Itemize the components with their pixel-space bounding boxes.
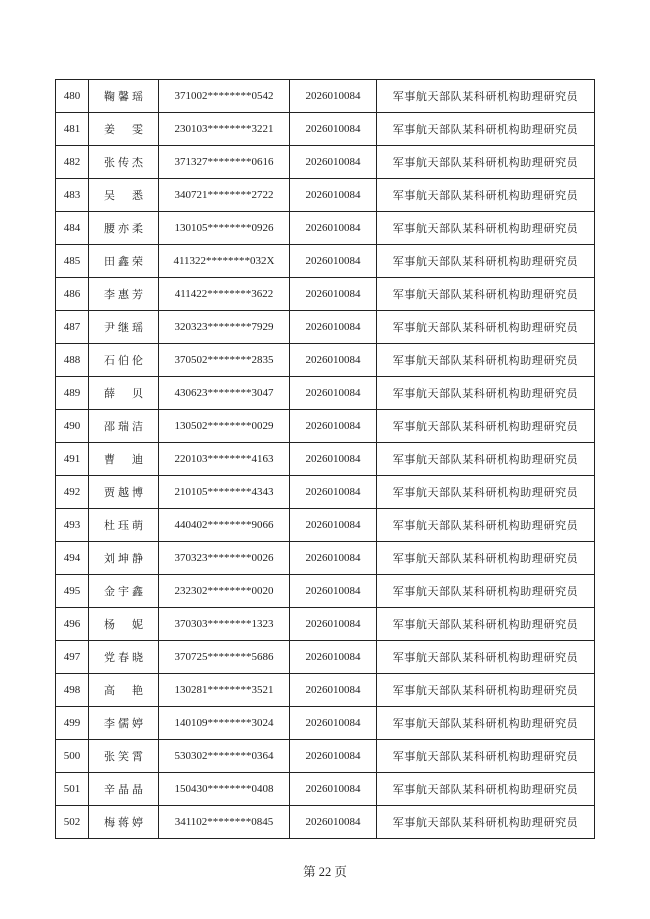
name-cell: 石伯伦 xyxy=(89,344,159,377)
position-code-cell: 2026010084 xyxy=(290,344,377,377)
position-name-cell: 军事航天部队某科研机构助理研究员 xyxy=(377,476,595,509)
row-number-cell: 484 xyxy=(56,212,89,245)
position-code-cell: 2026010084 xyxy=(290,377,377,410)
name-cell: 鞠馨瑶 xyxy=(89,80,159,113)
table-row xyxy=(56,575,595,608)
row-number-cell: 501 xyxy=(56,773,89,806)
candidate-table-body xyxy=(56,80,595,839)
id-number-cell: 230103********3221 xyxy=(159,113,290,146)
row-number-cell: 489 xyxy=(56,377,89,410)
table-row xyxy=(56,707,595,740)
name-cell: 刘坤静 xyxy=(89,542,159,575)
name-cell: 杜珏萌 xyxy=(89,509,159,542)
position-name-cell: 军事航天部队某科研机构助理研究员 xyxy=(377,575,595,608)
position-code-cell: 2026010084 xyxy=(290,410,377,443)
id-number-cell: 370303********1323 xyxy=(159,608,290,641)
id-number-cell: 130281********3521 xyxy=(159,674,290,707)
name-cell: 姜 雯 xyxy=(89,113,159,146)
row-number-cell: 500 xyxy=(56,740,89,773)
position-name-cell: 军事航天部队某科研机构助理研究员 xyxy=(377,311,595,344)
position-name-cell: 军事航天部队某科研机构助理研究员 xyxy=(377,80,595,113)
name-cell: 薛 贝 xyxy=(89,377,159,410)
position-name-cell: 军事航天部队某科研机构助理研究员 xyxy=(377,707,595,740)
position-name-cell: 军事航天部队某科研机构助理研究员 xyxy=(377,674,595,707)
position-name-cell: 军事航天部队某科研机构助理研究员 xyxy=(377,410,595,443)
name-cell: 腰亦柔 xyxy=(89,212,159,245)
position-code-cell: 2026010084 xyxy=(290,245,377,278)
table-row xyxy=(56,641,595,674)
position-code-cell: 2026010084 xyxy=(290,113,377,146)
table-row xyxy=(56,344,595,377)
row-number-cell: 480 xyxy=(56,80,89,113)
position-code-cell: 2026010084 xyxy=(290,80,377,113)
position-name-cell: 军事航天部队某科研机构助理研究员 xyxy=(377,113,595,146)
row-number-cell: 499 xyxy=(56,707,89,740)
position-code-cell: 2026010084 xyxy=(290,641,377,674)
position-name-cell: 军事航天部队某科研机构助理研究员 xyxy=(377,509,595,542)
position-code-cell: 2026010084 xyxy=(290,443,377,476)
row-number-cell: 482 xyxy=(56,146,89,179)
id-number-cell: 340721********2722 xyxy=(159,179,290,212)
table-row xyxy=(56,278,595,311)
position-code-cell: 2026010084 xyxy=(290,146,377,179)
position-code-cell: 2026010084 xyxy=(290,707,377,740)
row-number-cell: 491 xyxy=(56,443,89,476)
id-number-cell: 140109********3024 xyxy=(159,707,290,740)
table-row xyxy=(56,410,595,443)
id-number-cell: 150430********0408 xyxy=(159,773,290,806)
position-name-cell: 军事航天部队某科研机构助理研究员 xyxy=(377,443,595,476)
id-number-cell: 370502********2835 xyxy=(159,344,290,377)
position-name-cell: 军事航天部队某科研机构助理研究员 xyxy=(377,542,595,575)
name-cell: 李惠芳 xyxy=(89,278,159,311)
row-number-cell: 487 xyxy=(56,311,89,344)
id-number-cell: 232302********0020 xyxy=(159,575,290,608)
name-cell: 贾越博 xyxy=(89,476,159,509)
position-code-cell: 2026010084 xyxy=(290,509,377,542)
row-number-cell: 495 xyxy=(56,575,89,608)
table-row xyxy=(56,179,595,212)
id-number-cell: 371002********0542 xyxy=(159,80,290,113)
row-number-cell: 485 xyxy=(56,245,89,278)
id-number-cell: 430623********3047 xyxy=(159,377,290,410)
table-row xyxy=(56,740,595,773)
position-name-cell: 军事航天部队某科研机构助理研究员 xyxy=(377,773,595,806)
position-code-cell: 2026010084 xyxy=(290,740,377,773)
position-code-cell: 2026010084 xyxy=(290,278,377,311)
table-row xyxy=(56,212,595,245)
id-number-cell: 371327********0616 xyxy=(159,146,290,179)
candidate-table xyxy=(55,79,595,839)
name-cell: 张笑霄 xyxy=(89,740,159,773)
name-cell: 吴 悉 xyxy=(89,179,159,212)
name-cell: 金宇鑫 xyxy=(89,575,159,608)
position-code-cell: 2026010084 xyxy=(290,542,377,575)
id-number-cell: 370323********0026 xyxy=(159,542,290,575)
position-name-cell: 军事航天部队某科研机构助理研究员 xyxy=(377,344,595,377)
position-code-cell: 2026010084 xyxy=(290,212,377,245)
table-row xyxy=(56,443,595,476)
position-name-cell: 军事航天部队某科研机构助理研究员 xyxy=(377,245,595,278)
table-row xyxy=(56,509,595,542)
row-number-cell: 481 xyxy=(56,113,89,146)
id-number-cell: 530302********0364 xyxy=(159,740,290,773)
position-code-cell: 2026010084 xyxy=(290,476,377,509)
row-number-cell: 497 xyxy=(56,641,89,674)
row-number-cell: 486 xyxy=(56,278,89,311)
row-number-cell: 492 xyxy=(56,476,89,509)
position-name-cell: 军事航天部队某科研机构助理研究员 xyxy=(377,146,595,179)
id-number-cell: 370725********5686 xyxy=(159,641,290,674)
name-cell: 梅蒋婷 xyxy=(89,806,159,839)
position-name-cell: 军事航天部队某科研机构助理研究员 xyxy=(377,377,595,410)
position-code-cell: 2026010084 xyxy=(290,179,377,212)
position-name-cell: 军事航天部队某科研机构助理研究员 xyxy=(377,608,595,641)
row-number-cell: 493 xyxy=(56,509,89,542)
row-number-cell: 502 xyxy=(56,806,89,839)
position-name-cell: 军事航天部队某科研机构助理研究员 xyxy=(377,740,595,773)
id-number-cell: 411322********032X xyxy=(159,245,290,278)
table-row xyxy=(56,311,595,344)
id-number-cell: 220103********4163 xyxy=(159,443,290,476)
id-number-cell: 130502********0029 xyxy=(159,410,290,443)
name-cell: 尹继瑶 xyxy=(89,311,159,344)
position-name-cell: 军事航天部队某科研机构助理研究员 xyxy=(377,641,595,674)
table-row xyxy=(56,608,595,641)
row-number-cell: 488 xyxy=(56,344,89,377)
id-number-cell: 320323********7929 xyxy=(159,311,290,344)
row-number-cell: 483 xyxy=(56,179,89,212)
id-number-cell: 440402********9066 xyxy=(159,509,290,542)
name-cell: 李儒婷 xyxy=(89,707,159,740)
name-cell: 邵瑞洁 xyxy=(89,410,159,443)
position-name-cell: 军事航天部队某科研机构助理研究员 xyxy=(377,806,595,839)
position-name-cell: 军事航天部队某科研机构助理研究员 xyxy=(377,179,595,212)
table-row xyxy=(56,377,595,410)
page-number: 第 22 页 xyxy=(303,865,347,879)
row-number-cell: 496 xyxy=(56,608,89,641)
position-code-cell: 2026010084 xyxy=(290,674,377,707)
table-row xyxy=(56,113,595,146)
table-row xyxy=(56,773,595,806)
id-number-cell: 130105********0926 xyxy=(159,212,290,245)
row-number-cell: 494 xyxy=(56,542,89,575)
position-name-cell: 军事航天部队某科研机构助理研究员 xyxy=(377,278,595,311)
name-cell: 辛晶晶 xyxy=(89,773,159,806)
position-code-cell: 2026010084 xyxy=(290,311,377,344)
row-number-cell: 490 xyxy=(56,410,89,443)
position-code-cell: 2026010084 xyxy=(290,806,377,839)
name-cell: 张传杰 xyxy=(89,146,159,179)
id-number-cell: 411422********3622 xyxy=(159,278,290,311)
row-number-cell: 498 xyxy=(56,674,89,707)
name-cell: 党春晓 xyxy=(89,641,159,674)
table-row xyxy=(56,476,595,509)
position-code-cell: 2026010084 xyxy=(290,575,377,608)
table-row xyxy=(56,674,595,707)
id-number-cell: 341102********0845 xyxy=(159,806,290,839)
name-cell: 曹 迪 xyxy=(89,443,159,476)
name-cell: 田鑫荣 xyxy=(89,245,159,278)
table-row xyxy=(56,245,595,278)
position-code-cell: 2026010084 xyxy=(290,608,377,641)
table-row xyxy=(56,542,595,575)
id-number-cell: 210105********4343 xyxy=(159,476,290,509)
position-code-cell: 2026010084 xyxy=(290,773,377,806)
table-row xyxy=(56,146,595,179)
table-row xyxy=(56,806,595,839)
name-cell: 杨 妮 xyxy=(89,608,159,641)
position-name-cell: 军事航天部队某科研机构助理研究员 xyxy=(377,212,595,245)
table-row xyxy=(56,80,595,113)
name-cell: 高 艳 xyxy=(89,674,159,707)
